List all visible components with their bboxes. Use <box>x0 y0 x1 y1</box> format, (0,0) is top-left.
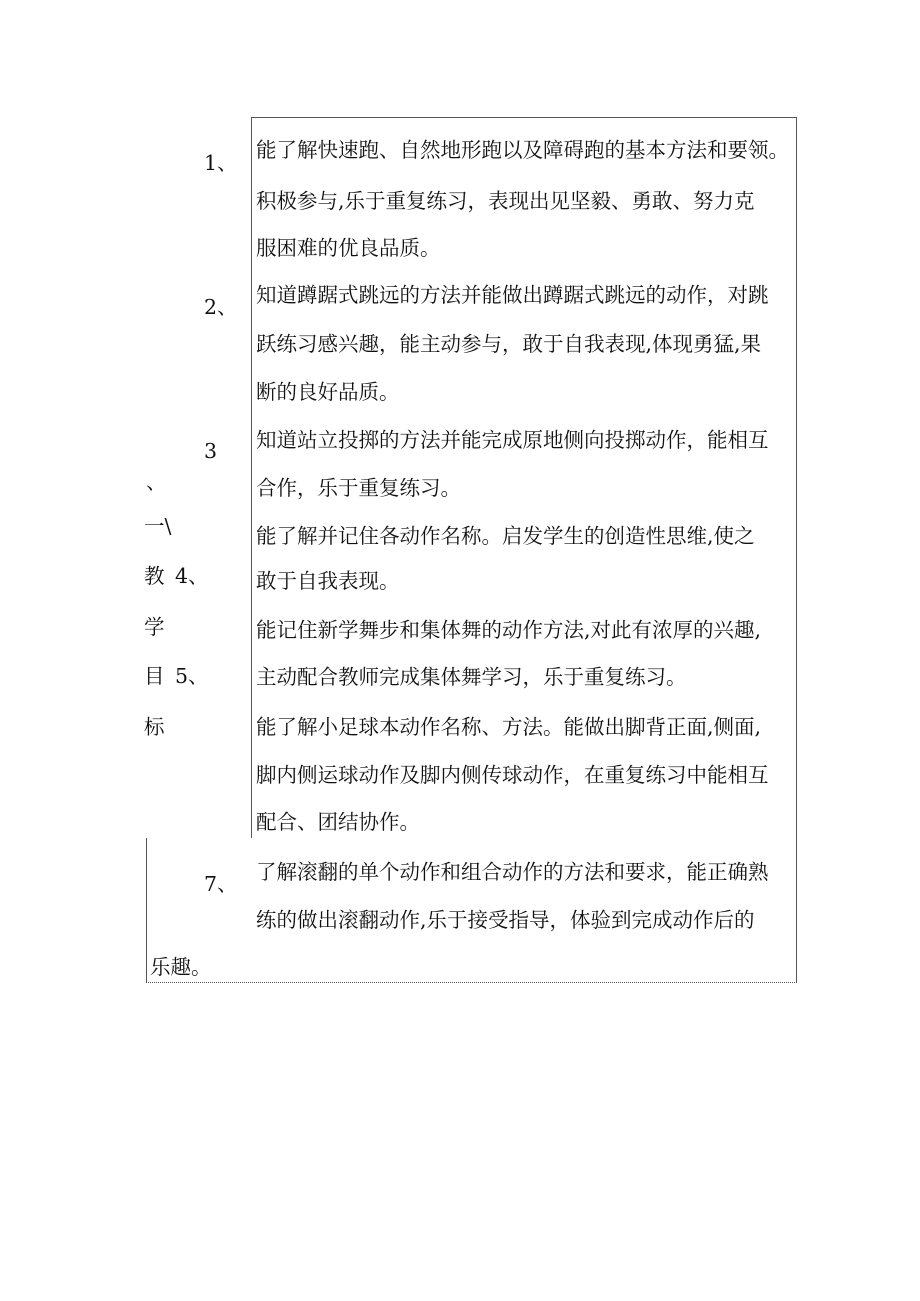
item-1-line-3: 服困难的优良品质。 <box>256 236 441 260</box>
item-1-line-2: 积极参与,乐于重复练习，表现出见坚毅、勇敢、努力克 <box>256 189 755 213</box>
table-right-border <box>796 117 797 983</box>
table-top-border <box>251 117 797 118</box>
side-label-char-2: 学 <box>144 615 165 639</box>
item-7-line-3: 乐趣。 <box>150 955 212 979</box>
side-label-char-1: 教 <box>144 564 165 588</box>
item-1-line-1: 能了解快速跑、自然地形跑以及障碍跑的基本方法和要领。 <box>256 138 789 162</box>
item-7-line-1: 了解滚翻的单个动作和组合动作的方法和要求，能正确熟 <box>256 860 769 884</box>
item-7-number: 7、 <box>204 872 238 896</box>
table-bottom-border <box>146 982 797 983</box>
item-1-number: 1、 <box>204 151 238 175</box>
item-2-line-2: 跃练习感兴趣，能主动参与，敢于自我表现,体现勇猛,果 <box>256 332 762 356</box>
item-2-number: 2、 <box>204 295 238 319</box>
side-label-char-3: 目 <box>144 664 165 688</box>
item-6-line-2: 脚内侧运球动作及脚内侧传球动作，在重复练习中能相互 <box>256 763 769 787</box>
item-3-line-1: 知道站立投掷的方法并能完成原地侧向投掷动作，能相互 <box>256 428 769 452</box>
item-5-line-1: 能记住新学舞步和集体舞的动作方法,对此有浓厚的兴趣, <box>256 618 762 642</box>
item-3-number: 3 <box>204 439 218 463</box>
item-5-number: 5、 <box>175 664 209 688</box>
side-label-char-4: 标 <box>144 715 165 739</box>
item-6-line-1: 能了解小足球本动作名称、方法。能做出脚背正面,侧面, <box>256 715 762 739</box>
item-4-number: 4、 <box>175 564 209 588</box>
item-4-line-1: 能了解并记住各动作名称。启发学生的创造性思维,使之 <box>256 524 755 548</box>
table-column-divider <box>251 117 252 838</box>
side-label-line: 一\ <box>144 514 172 538</box>
item-2-line-3: 断的良好品质。 <box>256 380 400 404</box>
item-5-line-2: 主动配合教师完成集体舞学习，乐于重复练习。 <box>256 665 687 689</box>
item-7-line-2: 练的做出滚翻动作,乐于接受指导，体验到完成动作后的 <box>256 908 755 932</box>
item-2-line-1: 知道蹲踞式跳远的方法并能做出蹲踞式跳远的动作，对跳 <box>256 283 769 307</box>
item-6-line-3: 配合、团结协作。 <box>256 810 420 834</box>
item-3-number-mark: 、 <box>146 470 167 494</box>
item-4-line-2: 敢于自我表现。 <box>256 569 400 593</box>
item-3-line-2: 合作，乐于重复练习。 <box>256 476 461 500</box>
table-left-border <box>146 838 147 983</box>
